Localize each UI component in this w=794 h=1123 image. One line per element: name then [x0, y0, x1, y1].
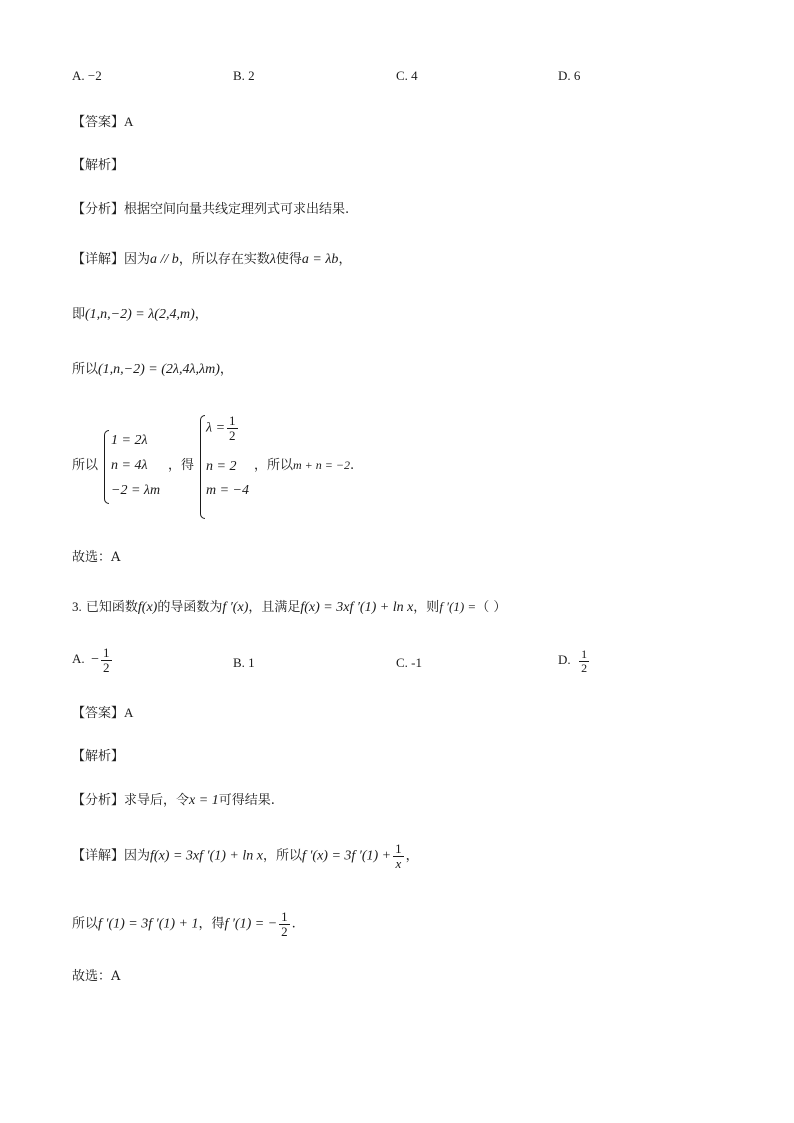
equation: (1,n,−2) = λ(2,4,m) — [85, 307, 195, 322]
system-mid: ，得 — [168, 458, 195, 473]
stem-text: 的导函数为 — [157, 600, 223, 615]
end-dot: . — [349, 458, 355, 473]
q3-answer — [72, 706, 133, 720]
detail-text: 因为 — [124, 252, 151, 267]
minus-sign: − — [91, 652, 100, 668]
q2-option-d: D. 6 — [558, 68, 581, 83]
detail-text: 因为 — [124, 848, 151, 864]
func-f1: f ′(1) = — [439, 599, 477, 614]
func-fx: f(x) — [137, 600, 158, 615]
q3-analysis-heading: 【解析】 — [72, 749, 125, 764]
after-text: ，所以 — [254, 458, 294, 473]
numerator: 1 — [581, 647, 588, 661]
system-after — [254, 459, 354, 472]
end-dot: . — [291, 916, 296, 932]
vector-parallel: a // b — [150, 252, 179, 267]
denominator: 2 — [581, 660, 588, 675]
eq-left: λ = — [206, 420, 226, 436]
option-label: A. — [72, 651, 85, 667]
stem-text: ，则 — [413, 600, 440, 615]
detail-text: ，所以 — [262, 848, 302, 864]
derivative-equation: f ′(x) = 3f ′(1) + — [301, 848, 392, 864]
stem-text: 已知函数 — [85, 600, 138, 615]
q3-choice: 故选：A — [72, 969, 121, 984]
result-equation: f ′(1) = − — [224, 916, 278, 932]
stem-text: ，且满足 — [248, 600, 301, 615]
system2-eq2: n = 2 — [206, 459, 237, 474]
detail-text: ， — [338, 252, 352, 267]
fenxi-text: 可得结果. — [218, 793, 275, 808]
question-number: 3. — [72, 599, 82, 614]
q2-option-a: A. −2 — [72, 68, 102, 83]
denominator: 2 — [103, 659, 110, 675]
fraction — [279, 910, 290, 938]
q3-detail-line1 — [72, 842, 419, 870]
answer-label: 【答案】 — [72, 115, 125, 130]
fraction — [579, 648, 589, 674]
fraction — [101, 646, 112, 674]
system1-eq2: n = 4λ — [111, 458, 148, 473]
q2-detail-line1 — [72, 253, 351, 267]
numerator: 1 — [395, 841, 402, 856]
q2-line3 — [72, 363, 233, 377]
fenxi-expr: x = 1 — [189, 793, 219, 808]
stem-blank: （ ） — [476, 600, 507, 615]
result-eq: m + n = −2 — [293, 458, 350, 472]
system1-eq1: 1 = 2λ — [111, 433, 148, 448]
line-prefix: 所以 — [72, 362, 99, 377]
func-fpx: f ′(x) — [222, 600, 249, 615]
func-equation: f(x) = 3xf ′(1) + ln x — [150, 848, 263, 864]
fraction — [393, 842, 404, 870]
numerator: 1 — [281, 909, 288, 924]
lambda-symbol: λ — [269, 252, 276, 267]
equation: f ′(1) = 3f ′(1) + 1 — [98, 916, 199, 932]
func-equation: f(x) = 3xf ′(1) + ln x — [300, 600, 414, 615]
left-brace-1 — [104, 430, 109, 504]
fraction — [227, 414, 238, 442]
denominator: x — [393, 856, 404, 871]
q3-option-a — [72, 646, 114, 674]
fenxi-text: 求导后，令 — [124, 793, 190, 808]
q2-line2 — [72, 308, 208, 322]
answer-value: A — [124, 114, 134, 129]
numerator: 1 — [229, 413, 236, 428]
system2-eq1 — [206, 414, 240, 442]
vector-equation: a = λb — [301, 252, 339, 267]
q3-fenxi — [72, 794, 275, 808]
q2-fenxi — [72, 203, 349, 216]
detail-label: 【详解】 — [72, 848, 125, 864]
q3-line2 — [72, 910, 296, 938]
q2-option-b: B. 2 — [233, 68, 255, 83]
line-prefix: 即 — [72, 307, 86, 322]
detail-label: 【详解】 — [72, 252, 125, 267]
system1-eq3: −2 = λm — [111, 483, 161, 498]
q2-option-c: C. 4 — [396, 68, 418, 83]
q3-stem — [72, 600, 506, 615]
system2-eq3: m = −4 — [206, 483, 250, 498]
q3-option-d — [558, 648, 591, 674]
q2-choice: 故选：A — [72, 550, 121, 565]
fenxi-text: 根据空间向量共线定理列式可求出结果. — [124, 202, 350, 217]
detail-text: 使得 — [275, 252, 302, 267]
option-label: D. — [558, 652, 571, 668]
line-prefix: 所以 — [72, 916, 99, 932]
q3-option-b: B. 1 — [233, 655, 255, 670]
system-prefix: 所以 — [72, 458, 99, 473]
denominator: 2 — [281, 923, 288, 939]
detail-text: ， — [405, 848, 419, 864]
equation: (1,n,−2) = (2λ,4λ,λm) — [98, 362, 220, 377]
q2-analysis-heading: 【解析】 — [72, 158, 125, 173]
answer-label: 【答案】 — [72, 706, 125, 721]
numerator: 1 — [103, 645, 110, 660]
denominator: 2 — [229, 427, 236, 443]
fenxi-label: 【分析】 — [72, 202, 125, 217]
line-text: ，得 — [198, 916, 225, 932]
fenxi-label: 【分析】 — [72, 793, 125, 808]
line-suffix: ， — [194, 307, 208, 322]
q3-option-c: C. -1 — [396, 655, 422, 670]
detail-text: ，所以存在实数 — [178, 252, 270, 267]
answer-value: A — [124, 705, 134, 720]
line-suffix: ， — [219, 362, 233, 377]
q2-answer — [72, 115, 133, 129]
left-brace-2 — [200, 415, 205, 519]
